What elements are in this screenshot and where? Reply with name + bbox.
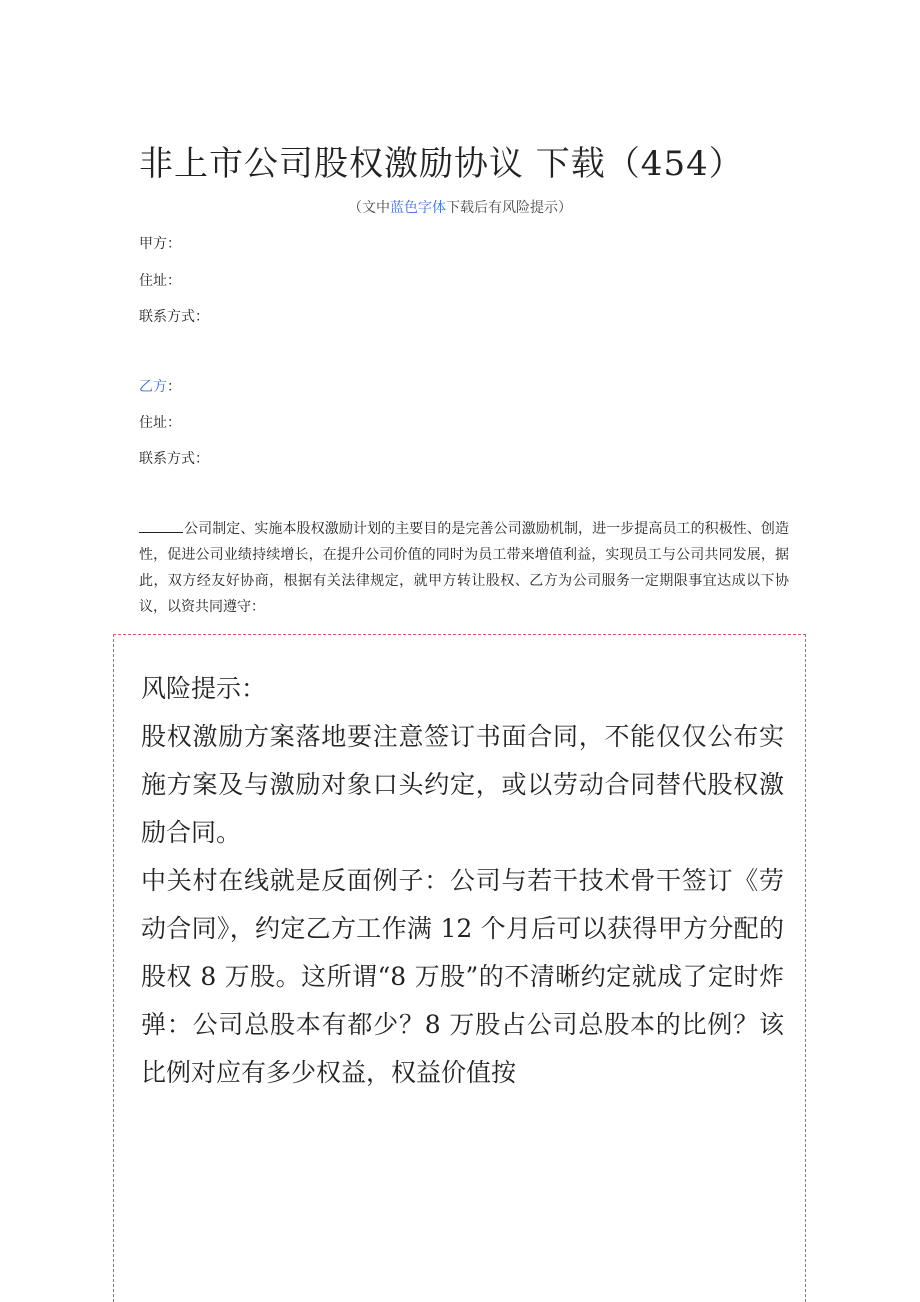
download-note [0, 197, 920, 217]
risk-warning-content [141, 665, 784, 1097]
download-note-after: 下载后有风险提示） [446, 200, 572, 216]
agreement-intro-text: 公司制定、实施本股权激励计划的主要目的是完善公司激励机制，进一步提高员工的积极性、创造性，促进公司业绩持续增长，在提升公司价值的同时为员工带来增值利益，实现员工与公司共同发展，据此，双方经友好协商，根据有关法律规定，就甲方转让股权、乙方为公司服务一定期限事宜达成以下协议，以资共同遵守： [139, 521, 789, 615]
risk-paragraph-1: 股权激励方案落地要注意签订书面合同，不能仅仅公布实施方案及与激励对象口头约定，或以劳动合同替代股权激励合同。 [141, 722, 784, 847]
risk-paragraph-2: 中关村在线就是反面例子：公司与若干技术骨干签订《劳动合同》，约定乙方工作满 12 个月后可以获得甲方分配的股权 8 万股。这所谓“8 万股”的不清晰约定就成了定时炸弹：公司总股本有都少？8 万股占公司总股本的比例？该比例对应有多少权益，权益价值按 [141, 866, 784, 1087]
risk-warning-box [113, 634, 806, 1302]
party-b-contact-label: 联系方式： [139, 451, 209, 467]
party-b-label [139, 376, 181, 396]
download-note-before: （文中 [348, 200, 390, 216]
company-name-blank [139, 518, 183, 533]
risk-heading: 风险提示： [141, 674, 267, 703]
document-title: 非上市公司股权激励协议 下载（454） [139, 144, 744, 184]
party-b-label-suffix: ： [167, 379, 181, 395]
party-a-label: 甲方： [139, 236, 181, 252]
party-b-label-highlight: 乙方 [139, 379, 167, 395]
download-note-highlight: 蓝色字体 [390, 200, 446, 216]
party-a-address-label: 住址： [139, 273, 181, 289]
party-a-contact-label: 联系方式： [139, 309, 209, 325]
agreement-intro [139, 516, 789, 620]
party-b-address-label: 住址： [139, 415, 181, 431]
